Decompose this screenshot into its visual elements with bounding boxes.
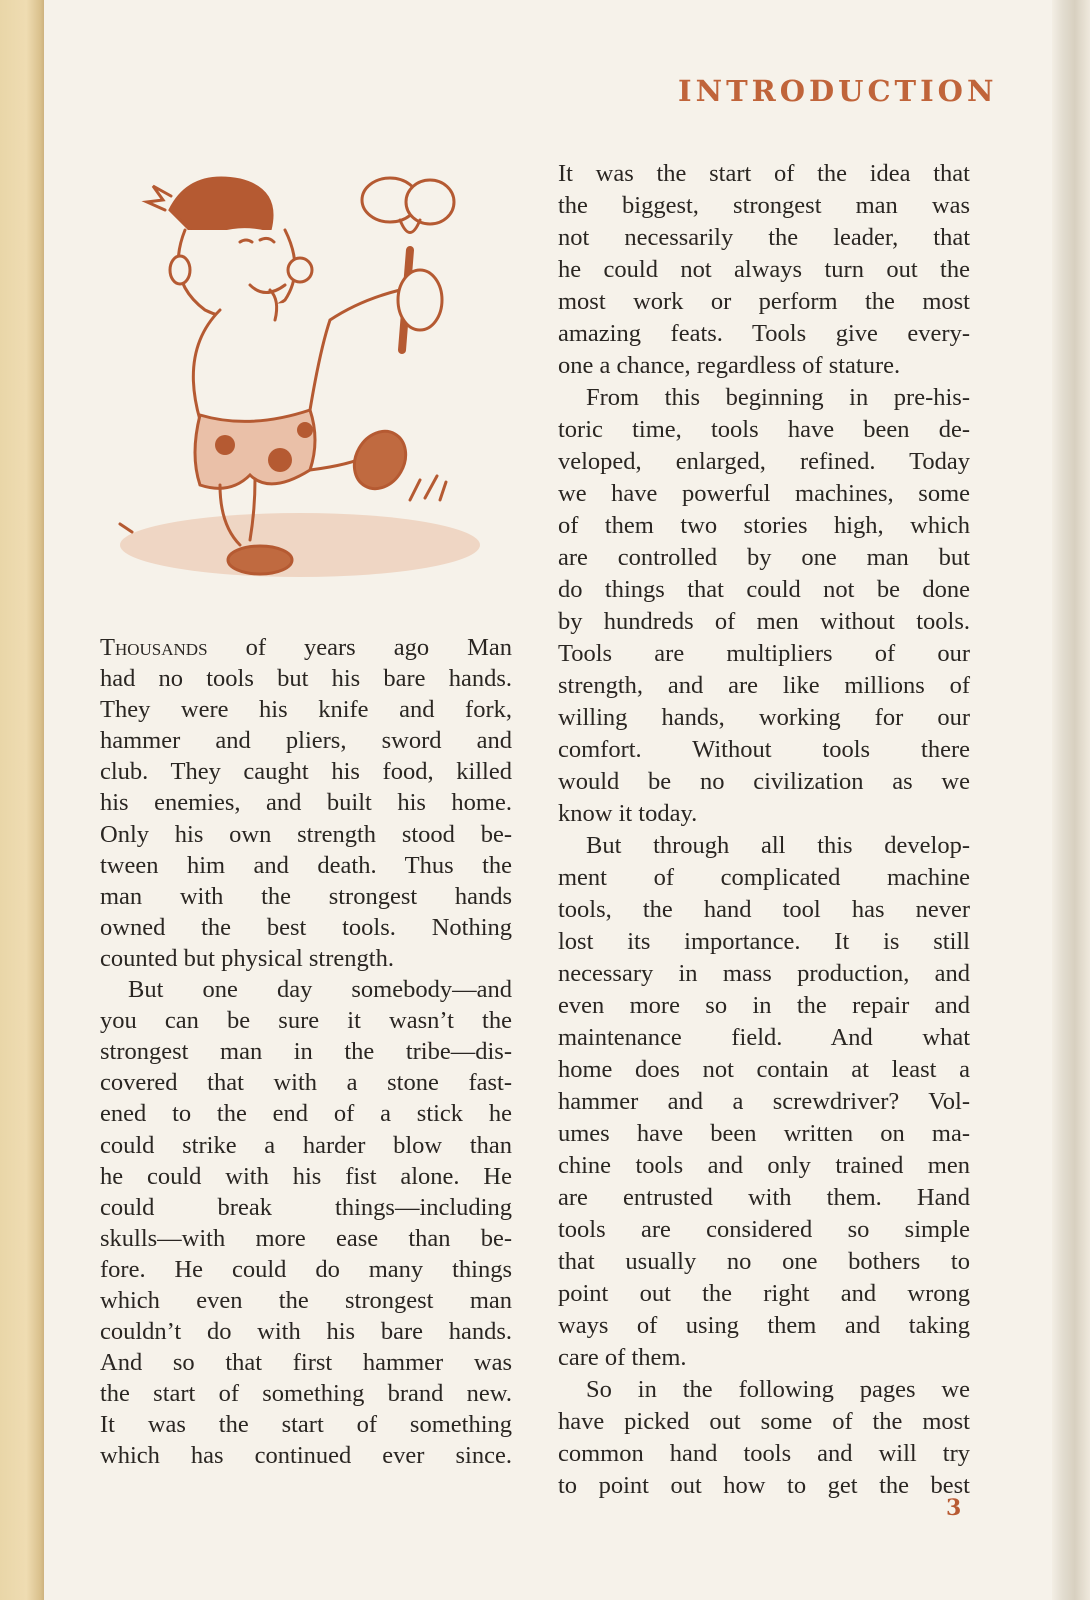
text-line: could break things—including <box>100 1193 512 1221</box>
text-line: you can be sure it wasn’t the <box>100 1007 512 1035</box>
text-line: one a chance, regardless of stature. <box>558 352 901 379</box>
book-binding <box>0 0 44 1600</box>
text-line: know it today. <box>558 800 698 827</box>
text-line: strength, and are like millions of <box>558 672 970 699</box>
text-line: And so that first hammer was <box>100 1349 512 1377</box>
text-line: his enemies, and built his home. <box>100 789 512 817</box>
text-line: that usually no one bothers to <box>558 1248 970 1275</box>
caveman-illustration <box>110 160 520 600</box>
text-line: tools, the hand tool has never <box>558 896 970 923</box>
text-line: owned the best tools. Nothing <box>100 913 512 941</box>
text-line: club. They caught his food, killed <box>100 758 512 786</box>
text-line: have picked out some of the most <box>558 1408 970 1435</box>
text-line: skulls—with more ease than be- <box>100 1224 512 1252</box>
text-line: even more so in the repair and <box>558 992 970 1019</box>
text-line: had no tools but his bare hands. <box>100 665 512 693</box>
text-line: the start of something brand new. <box>100 1380 512 1408</box>
text-line: veloped, enlarged, refined. Today <box>558 448 970 475</box>
text-line: not necessarily the leader, that <box>558 224 970 251</box>
text-line: covered that with a stone fast- <box>100 1069 512 1097</box>
text-line: would be no civilization as we <box>558 768 970 795</box>
text-line-rest: of years ago Man <box>207 634 512 661</box>
text-line: comfort. Without tools there <box>558 736 970 763</box>
text-line: willing hands, working for our <box>558 704 970 731</box>
page-title: INTRODUCTION <box>678 74 998 108</box>
text-line: It was the start of the idea that <box>558 160 970 187</box>
text-line: umes have been written on ma- <box>558 1120 970 1147</box>
text-line: tools are considered so simple <box>558 1216 970 1243</box>
text-line: he could not always turn out the <box>558 256 970 283</box>
text-line: chine tools and only trained men <box>558 1152 970 1179</box>
text-line: It was the start of something <box>100 1411 512 1439</box>
text-line: common hand tools and will try <box>558 1440 970 1467</box>
lead-word: Thousands <box>100 634 208 661</box>
text-line: ways of using them and taking <box>558 1312 970 1339</box>
text-line: which even the strongest man <box>100 1286 512 1314</box>
text-line: But through all this develop- <box>586 832 970 859</box>
text-line: we have powerful machines, some <box>558 480 970 507</box>
text-line: From this beginning in pre-his- <box>586 384 970 411</box>
text-line: But one day somebody—and <box>128 976 512 1004</box>
text-line: he could with his fist alone. He <box>100 1162 512 1190</box>
text-line: care of them. <box>558 1344 687 1371</box>
text-line: Tools are multipliers of our <box>558 640 970 667</box>
text-line: fore. He could do many things <box>100 1255 512 1283</box>
text-line: maintenance field. And what <box>558 1024 970 1051</box>
text-line: tween him and death. Thus the <box>100 851 512 879</box>
text-line: home does not contain at least a <box>558 1056 970 1083</box>
text-line: to point out how to get the best <box>558 1472 970 1499</box>
text-line: hammer and pliers, sword and <box>100 727 512 755</box>
text-line: by hundreds of men without tools. <box>558 608 970 635</box>
text-column-right <box>558 158 970 1502</box>
text-column-left <box>100 632 512 1472</box>
page-edge <box>1052 0 1090 1600</box>
text-line: point out the right and wrong <box>558 1280 970 1307</box>
text-line: are controlled by one man but <box>558 544 970 571</box>
text-line: They were his knife and fork, <box>100 696 512 724</box>
text-line: the biggest, strongest man was <box>558 192 970 219</box>
text-line: most work or perform the most <box>558 288 970 315</box>
text-line: which has continued ever since. <box>100 1442 512 1470</box>
text-line: are entrusted with them. Hand <box>558 1184 970 1211</box>
text-line: toric time, tools have been de- <box>558 416 970 443</box>
text-line: strongest man in the tribe—dis- <box>100 1038 512 1066</box>
text-line: necessary in mass production, and <box>558 960 970 987</box>
text-line: So in the following pages we <box>586 1376 970 1403</box>
text-line: ened to the end of a stick he <box>100 1100 512 1128</box>
text-line: couldn’t do with his bare hands. <box>100 1318 512 1346</box>
text-line: man with the strongest hands <box>100 882 512 910</box>
text-line: do things that could not be done <box>558 576 970 603</box>
text-line: of them two stories high, which <box>558 512 970 539</box>
text-line <box>100 632 512 663</box>
text-line: ment of complicated machine <box>558 864 970 891</box>
page-number: 3 <box>946 1495 962 1521</box>
text-line: could strike a harder blow than <box>100 1131 512 1159</box>
text-line: amazing feats. Tools give every- <box>558 320 970 347</box>
text-line: lost its importance. It is still <box>558 928 970 955</box>
text-line: counted but physical strength. <box>100 944 394 972</box>
text-line: hammer and a screwdriver? Vol- <box>558 1088 970 1115</box>
text-line: Only his own strength stood be- <box>100 820 512 848</box>
